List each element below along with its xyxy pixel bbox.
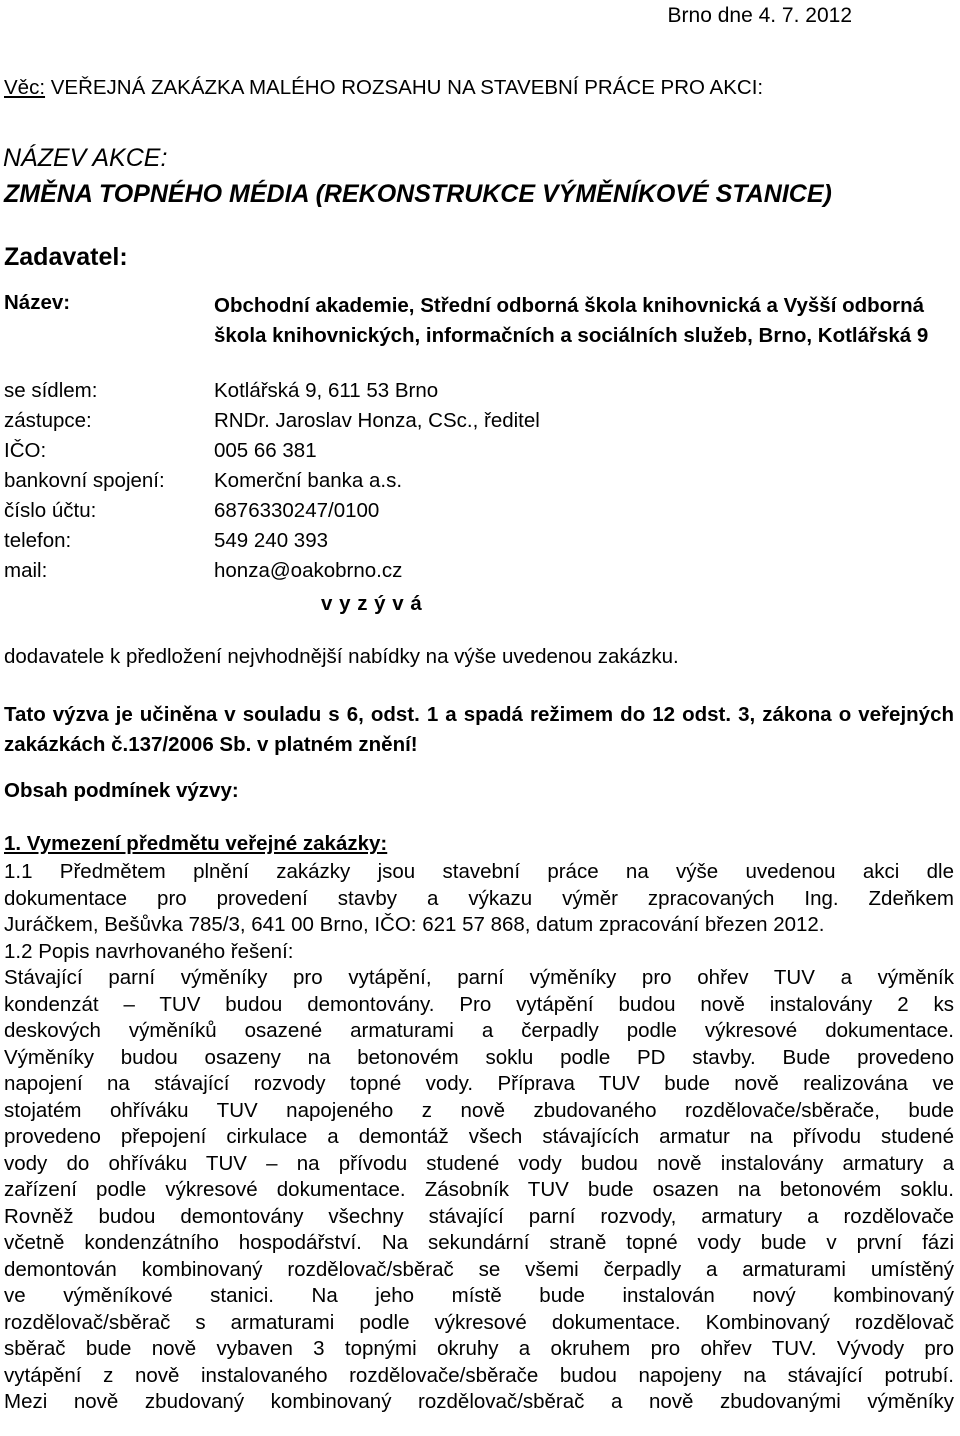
info-row (4, 556, 540, 586)
nazev-label: Název: (4, 291, 71, 314)
paragraph-line: Juráčkem, Bešůvka 785/3, 641 00 Brno, IČO: 621 57 868, datum zpracování březen 2012. (4, 913, 825, 936)
info-key: číslo účtu: (4, 499, 97, 522)
info-key: zástupce: (4, 409, 92, 432)
subject-text: VEŘEJNÁ ZAKÁZKA MALÉHO ROZSAHU NA STAVEBNÍ PRÁCE PRO AKCI: (50, 76, 764, 99)
nazev-value: Obchodní akademie, Střední odborná škola knihovnická a Vyšší odborná škola knihovnických, informačních a sociálních služeb, Brno, Kotlářská 9 (214, 294, 929, 347)
intro-paragraph: dodavatele k předložení nejvhodnější nabídky na výše uvedenou zakázku. (4, 645, 679, 668)
paragraph-line: včetně kondenzátního hospodářství. Na sekundární straně topné vody bude v první fázi (4, 1231, 954, 1254)
document-date: Brno dne 4. 7. 2012 (667, 4, 852, 27)
info-value: Kotlářská 9, 611 53 Brno (214, 379, 439, 402)
section-1-title: 1. Vymezení předmětu veřejné zakázky: (4, 832, 388, 855)
info-value: 005 66 381 (214, 439, 317, 462)
info-key: bankovní spojení: (4, 469, 165, 492)
subject-line (4, 76, 763, 100)
paragraph-line: Mezi nově zbudovaný kombinovaný rozdělovač/sběrač a nově zbudovanými výměníky (4, 1390, 954, 1413)
subsection-title: 1.2 Popis navrhovaného řešení: (4, 939, 294, 963)
paragraph-line: demontován kombinovaný rozdělovač/sběrač se všemi čerpadly a armaturami umístěný (4, 1257, 954, 1281)
legal-paragraph: Tato výzva je učiněna v souladu s 6, odst. 1 a spadá režimem do 12 odst. 3, zákona o veřejných zakázkách č.137/2006 Sb. v platném znění! (4, 703, 954, 756)
info-key: IČO: (4, 439, 47, 462)
akce-name: ZMĚNA TOPNÉHO MÉDIA (REKONSTRUKCE VÝMĚNÍKOVÉ STANICE) (4, 180, 832, 208)
info-row (4, 436, 540, 466)
info-value: RNDr. Jaroslav Honza, CSc., ředitel (214, 409, 540, 432)
info-key: mail: (4, 559, 48, 582)
info-value: Komerční banka a.s. (214, 469, 403, 492)
paragraph-line: Výměníky budou osazeny na betonovém soklu podle PD stavby. Bude provedeno (4, 1045, 954, 1069)
paragraph-line: zařízení podle výkresové dokumentace. Zásobník TUV bude osazen na betonovém soklu. (4, 1178, 954, 1201)
section-1-body (4, 859, 954, 1416)
paragraph-line: vody do ohříváku TUV – na přívodu studené vody budou nově instalovány armatury a (4, 1151, 954, 1175)
subject-prefix: Věc: (4, 76, 46, 99)
paragraph-line: vytápění z nově instalovaného rozdělovače/sběrače budou napojeny na stávající potrubí. (4, 1363, 954, 1387)
info-value: 549 240 393 (214, 529, 329, 552)
paragraph-line: stojatém ohříváku TUV napojeného z nově zbudovaného rozdělovače/sběrače, bude (4, 1098, 954, 1122)
paragraph-line: sběrač bude nově vybaven 3 topnými okruhy a okruhem pro ohřev TUV. Vývody pro (4, 1337, 954, 1360)
paragraph-line: rozdělovač/sběrač s armaturami podle výkresové dokumentace. Kombinovaný rozdělovač (4, 1310, 954, 1334)
info-value: honza@oakobrno.cz (214, 559, 403, 582)
paragraph-line: provedeno přepojení cirkulace a demontáž všech stávajících armatur na přívodu studené (4, 1125, 954, 1148)
info-row (4, 466, 540, 496)
paragraph-line: 1.1 Předmětem plnění zakázky jsou stavební práce na výše uvedenou akci dle (4, 860, 954, 883)
paragraph-line: ve výměníkové stanici. Na jeho místě bude instalován nový kombinovaný (4, 1284, 954, 1307)
info-key: se sídlem: (4, 379, 98, 402)
paragraph-line: deskových výměníků osazené armaturami a čerpadly podle výkresové dokumentace. (4, 1019, 954, 1042)
info-row (4, 376, 540, 406)
paragraph-line: Rovněž budou demontovány všechny stávající parní rozvody, armatury a rozdělovače (4, 1204, 954, 1228)
info-row (4, 496, 540, 526)
akce-label: NÁZEV AKCE: (3, 144, 168, 172)
info-row (4, 406, 540, 436)
info-row (4, 526, 540, 556)
vyzyva-heading: v y z ý v á (321, 592, 423, 615)
zadavatel-heading: Zadavatel: (4, 243, 128, 271)
paragraph-line: napojení na stávající rozvody topné vody. Příprava TUV bude nově realizována ve (4, 1072, 954, 1095)
paragraph-line: dokumentace pro provedení stavby a výkazu výměr zpracovaných Ing. Zdeňkem (4, 886, 954, 910)
obsah-heading: Obsah podmínek výzvy: (4, 779, 239, 802)
info-value: 6876330247/0100 (214, 499, 380, 522)
info-key: telefon: (4, 529, 72, 552)
zadavatel-info-table (4, 376, 540, 586)
paragraph-line: kondenzát – TUV budou demontovány. Pro vytápění budou nově instalovány 2 ks (4, 992, 954, 1016)
paragraph-line: Stávající parní výměníky pro vytápění, parní výměníky pro ohřev TUV a výměník (4, 966, 954, 989)
